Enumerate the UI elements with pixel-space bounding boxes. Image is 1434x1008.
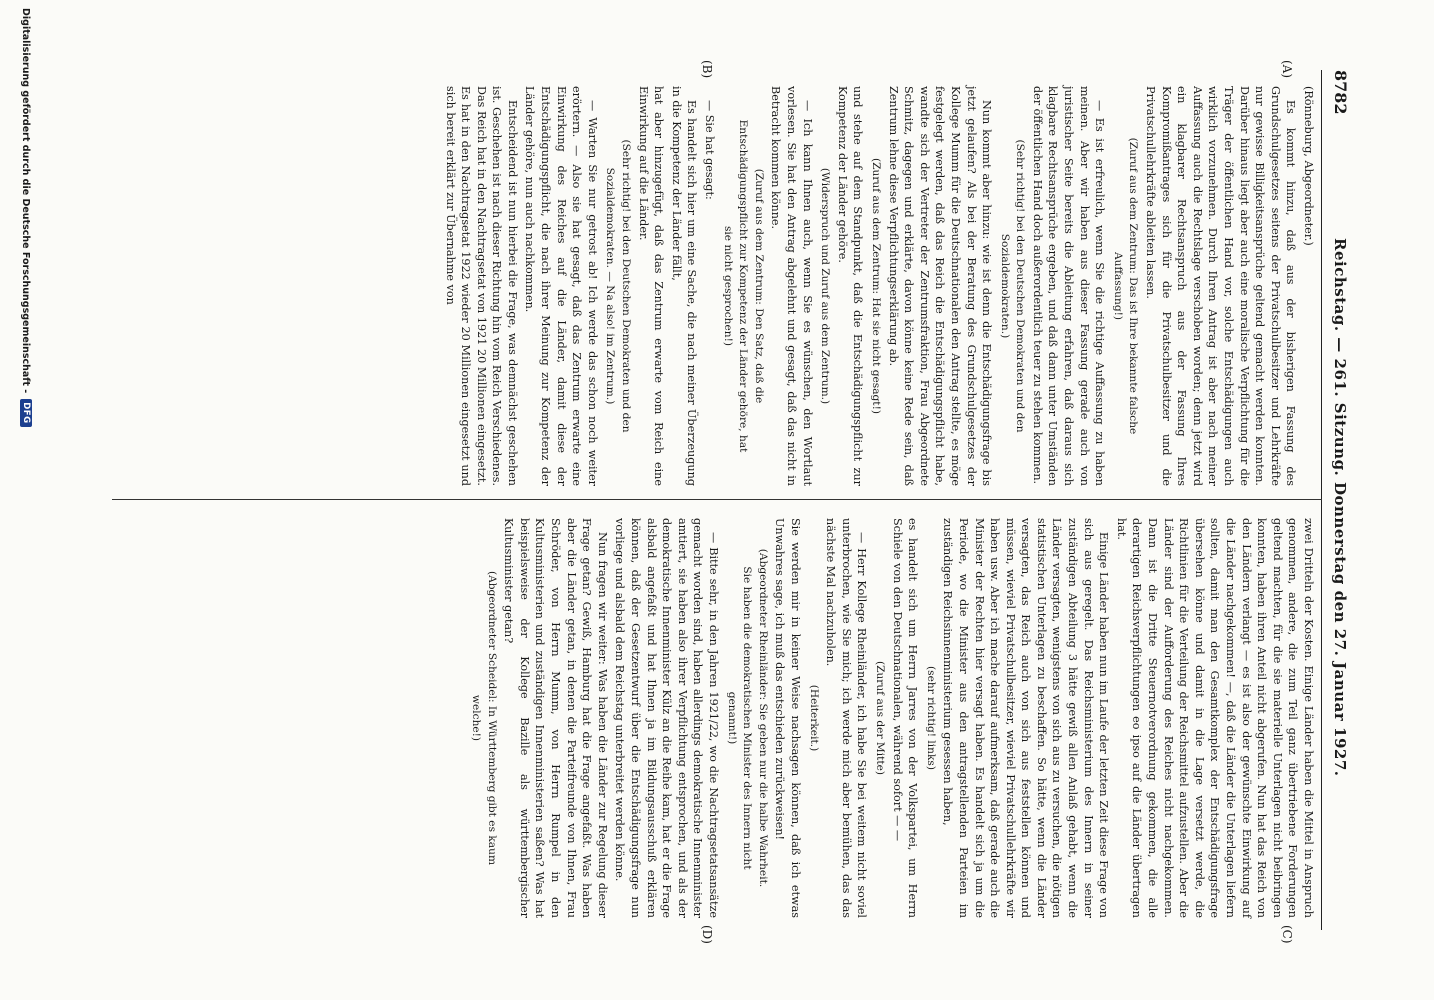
interjection: (Sehr richtig! bei den Deutschen Demokraten und den Sozialdemokraten. — Na also! im Zentrum.): [604, 139, 633, 433]
header-rule: [1321, 70, 1322, 930]
interjection: (Zuruf aus der Mitte): [873, 660, 886, 776]
paragraph: hat aber hinzugefügt, daß das Zentrum erwarte vom Reich eine Einwirkung auf die Länder.: [636, 86, 666, 486]
interjection: (Zuruf aus dem Zentrum: Das ist Ihre bekannte falsche Auffassung!): [1111, 137, 1140, 435]
interjection: (sehr richtig! links): [924, 666, 937, 770]
page-title: Reichstag. — 261. Sitzung. Donnerstag den 27. Januar 1927.: [1331, 238, 1349, 777]
interjection: (Abgeordneter Rheinländer: Sie geben nur die halbe Wahrheit. Sie haben die demokratischen Minister des Innern nicht genannt!): [725, 548, 769, 888]
dfg-logo: DFG: [20, 399, 32, 426]
footer-text: Digitalisierung gefördert durch die Deutsche Forschungsgemeinschaft -: [20, 8, 32, 394]
margin-mark-c: (C): [1280, 925, 1294, 944]
page-number: 8782: [1331, 70, 1350, 115]
margin-mark-d: (D): [700, 925, 714, 944]
margin-mark-b: (B): [700, 60, 714, 79]
paragraph: — Herr Kollege Rheinländer, ich habe Sie bei weitem nicht soviel unterbrochen, wie Sie mich; ich werde mich aber bemühen, das das nächste Mal nachzuholen.: [824, 518, 869, 918]
paragraph: (Rönneburg, Abgeordneter.): [1302, 86, 1315, 246]
margin-mark-a: (A): [1280, 60, 1294, 79]
interjection: (Zuruf aus dem Zentrum: Den Satz, daß die Entschädigungspflicht zur Kompetenz der Länder gehöre, hat sie nicht gesprochen!): [721, 119, 765, 453]
paragraph: Nun fragen wir weiter: Was haben die Länder zur Regelung dieser Frage getan? Gewiß, Hamburg hat die Frage angefaßt. Was haben aber die Länder getan, in denen die Parteifreunde von Ihnen, Frau Schröder, von Herrn Mumm, von Herrn Rumpel in den Kultusministerien und zuständigen Innenministerien saßen? Was hat beispielsweise der Kollege Bazille als württembergischer Kultusminister getan?: [502, 518, 609, 918]
interjection: (Heiterkeit.): [807, 684, 820, 752]
paragraph: Nun kommt aber hinzu: wie ist denn die Entschädigungsfrage bis jetzt gelaufen? Als bei der Beratung des Grundschulgesetzes der Kollege Mumm für die Deutschnationalen den Antrag stellte, es möge festgelegt werden, daß das Reich die Entschädigungspflicht habe, wandte sich der Vertreter der Zentrumsfraktion, Frau Abgeordnete Schmitz, dagegen und erklärte, davon könne keine Rede sein, daß Zentrum lehne diese Verpflichtungserklärung ab.: [886, 86, 994, 486]
paragraph: es handelt sich um Herrn Jarres von der Volkspartei, um Herrn Schiele von den Deutschnationalen, während sofort — —: [890, 518, 920, 918]
interjection: (Widerspruch und Zuruf aus dem Zentrum.): [819, 167, 832, 405]
paragraph: Sie werden mir in keiner Weise nachsagen können, daß ich etwas Unwahres sage, ich muß das entschieden zurückweisen!: [773, 518, 802, 918]
paragraph: und stehe auf dem Standpunkt, daß die Entschädigungspflicht zur Kompetenz der Länder gehöre.: [835, 86, 865, 486]
interjection: (Zuruf aus dem Zentrum: Hat sie nicht gesagt!): [869, 158, 882, 414]
paragraph: — Sie hat gesagt:: [703, 100, 717, 200]
paragraph: zwei Dritteln der Kosten. Einige Länder haben die Mittel in Anspruch genommen, andere, die zum Teil ganz übertriebene Forderungen geltend machten, für die sie materielle Unterlagen nicht beibringen konnten, haben ihren Anteil nicht abgerufen. Nun hat das Reich von den Ländern verlangt — es ist also der gewünschte Einwirkung auf die Länder nachgekommen! —, daß die Länder die Unterlagen liefern sollten, damit man den Gesamtkomplex der Entschädigungsfrage übersehen könne und damit in die Lage versetzt werde, die Richtlinien für die Verteilung der Reichsmittel aufzustellen. Aber die Länder sind der Aufforderung des Reiches nicht nachgekommen. Dann ist die Dritte Steuernotverordnung gekommen, die alle derartigen Reichsverpflichtungen eo ipso auf die Länder übertragen hat.: [1114, 518, 1315, 918]
paragraph: Es handelt sich hier um eine Sache, die nach meiner Überzeugung in die Kompetenz der Länder fällt,: [669, 86, 699, 486]
paragraph: — Bitte sehr, in den Jahren 1921/22, wo die Nachtragsetatsansätze gemacht worden sind, haben allerdings demokratische Innenminister amtiert, sie haben also ihrer Verpflichtung entsprochen, und als der demokratische Innenminister Külz an die Reihe kam, hat er die Frage alsbald angefaßt und hat Ihnen ja im Bildungsausschuß erklären können, daß der Gesetzentwurf über die Entschädigungsfrage nun vorliege und alsbald dem Reichstag unterbreitet werden könne.: [613, 518, 721, 918]
page-header: [1320, 70, 1350, 930]
right-column: [466, 518, 1316, 918]
digitization-footer: [16, 0, 36, 1008]
left-column: [440, 86, 1316, 486]
column-divider: [112, 499, 1322, 500]
paragraph: Es kommt hinzu, daß aus der bisherigen Fassung des Grundschulgesetzes seitens der Privatschulbesitzer und Lehrkräfte nur gewisse Billigkeitsansprüche geltend gemacht werden konnten. Darüber hinaus liegt aber auch eine moralische Verpflichtung für die Träger der öffentlichen Hand vor, solche Entschädigungen auch wirklich vorzunehmen. Durch Ihren Antrag ist aber nach meiner Auffassung auch die Rechtslage verschoben worden; denn jetzt wird ein klagbarer Rechtsanspruch aus der Fassung Ihres Kompromißantrages sich für die Privatschulbesitzer und die Privatschullehrkräfte ableiten lassen.: [1144, 86, 1298, 486]
interjection: (Abgeordneter Scheidel: In Württemberg gibt es kaum welche!): [470, 570, 498, 865]
paragraph: — Warten Sie nur getrost ab! Ich werde das schon noch weiter erörtern. — Also sie hat gesagt, daß das Zentrum erwarte eine Einwirkung des Reiches auf die Länder, damit diese der Entschädigungspflicht, die nach ihrer Meinung zur Kompetenz der Länder gehöre, nun auch nachkommen.: [523, 86, 599, 486]
interjection: (Sehr richtig! bei den Deutschen Demokraten und den Sozialdemokraten.): [998, 139, 1027, 433]
paragraph: Einige Länder haben nun im Laufe der letzten Zeit diese Frage von sich aus geregelt. Das Reichsministerium des Innern in seiner zuständigen Abteilung 3 hätte gewiß allen Anlaß gehabt, wenn die Länder versagten, wenigstens von sich aus zu versuchen, die nötigen statistischen Unterlagen zu beschaffen. So hätte, wenn die Länder versagten, das Reich auch von sich aus feststellen können und müssen, wieviel Privatschulbesitzer, wieviel Privatschullehrkräfte wir haben usw. Aber ich mache darauf aufmerksam, daß gerade auch die Minister der Rechten hier versagt haben. Es handelt sich ja um die Periode, wo die Minister aus den antragstellenden Parteien im zuständigen Reichsinnenministerium gesessen haben,: [941, 518, 1111, 918]
paragraph: — Es ist erfreulich, wenn Sie die richtige Auffassung zu haben meinen. Aber wir haben aus dieser Fassung gerade auch von juristischer Seite bereits die Ableitung erfahren, daß daraus sich klagbare Rechtsansprüche ergeben, und daß dann unter Umständen der öffentlichen Hand doch außerordentlich teuer zu stehen kommen.: [1030, 86, 1107, 486]
paragraph: — Ich kann Ihnen auch, wenn Sie es wünschen, den Wortlaut vorlesen. Sie hat den Antrag abgelehnt und gesagt, daß das nicht in Betracht kommen könne.: [769, 86, 814, 486]
paragraph: Entscheidend ist nun hierbei die Frage, was demnächst geschehen ist. Geschehen ist nach dieser Richtung hin vom Reich Verschiedenes. Das Reich hat in den Nachtragsetat von 1921 20 Millionen eingesetzt. Es hat in den Nachtragsetat 1922 wieder 20 Millionen eingesetzt und sich bereit erklärt zur Übernahme von: [443, 86, 519, 486]
